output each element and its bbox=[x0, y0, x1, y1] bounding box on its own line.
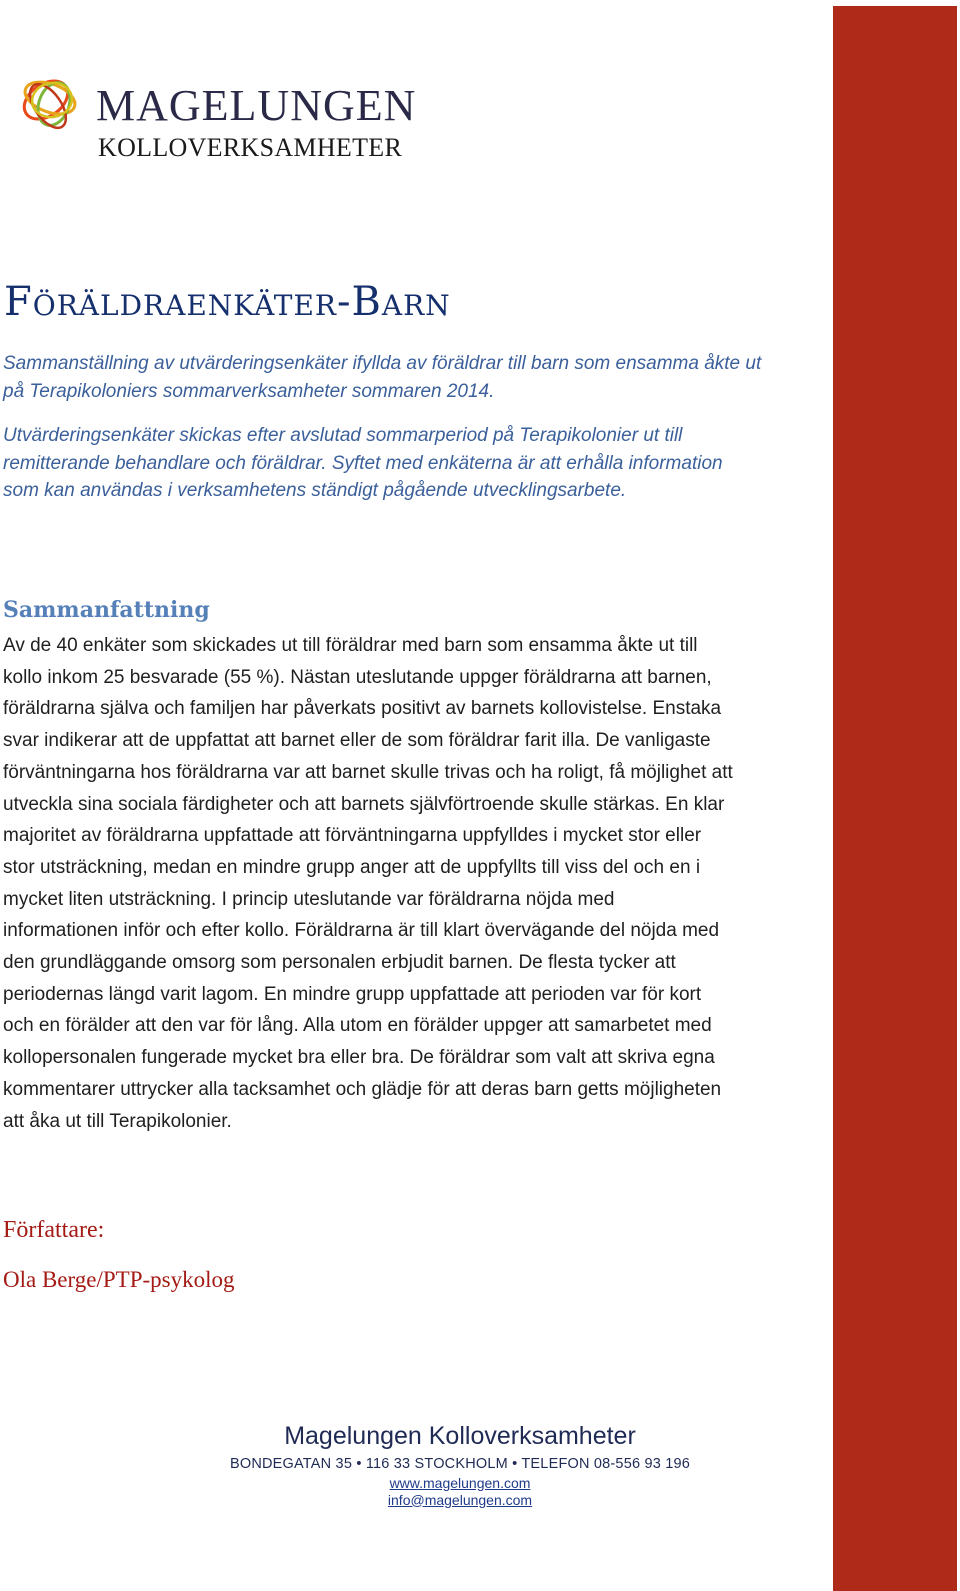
rings-logo-icon bbox=[12, 64, 92, 144]
document-title: Föräldraenkäter-Barn bbox=[4, 279, 451, 325]
logo-wordmark: MAGELUNGEN bbox=[96, 81, 417, 130]
author-name: Ola Berge/PTP-psykolog bbox=[3, 1267, 235, 1292]
summary-heading: Sammanfattning bbox=[3, 597, 210, 623]
page-footer bbox=[180, 1424, 740, 1510]
email-link[interactable]: info@magelungen.com bbox=[387, 1491, 533, 1508]
logo-subtitle: KOLLOVERKSAMHETER bbox=[98, 133, 403, 162]
author-label: Författare: bbox=[3, 1217, 105, 1243]
decorative-side-bar bbox=[833, 6, 957, 1591]
footer-address: BONDEGATAN 35 • 116 33 STOCKHOLM • TELEFON 08-556 93 196 bbox=[229, 1456, 691, 1472]
intro-paragraph: Sammanställning av utvärderingsenkäter ifyllda av föräldrar till barn som ensamma åkte ut på Terapikoloniers sommarverksamheter sommaren 2014. bbox=[3, 353, 762, 402]
footer-organization: Magelungen Kolloverksamheter bbox=[284, 1422, 636, 1450]
magelungen-logo bbox=[12, 64, 432, 164]
summary-text: Av de 40 enkäter som skickades ut till föräldrar med barn som ensamma åkte ut till kollo inkom 25 besvarade (55 %). Nästan uteslutande uppger föräldrarna att barnen, föräldrarna själva och familjen har påverkats positivt av barnets kollovistelse. Enstaka svar indikerar att de uppfattat att barnet eller de som föräldrar farit illa. De vanligaste förväntningarna hos föräldrarna var att barnet skulle trivas och ha roligt, få möjlighet att utveckla sina sociala färdigheter och att barnets självförtroende skulle stärkas. En klar majoritet av föräldrarna uppfattade att förväntningarna uppfylldes i mycket stor eller stor utsträckning, medan en mindre grupp anger att de uppfyllts till viss del och en i mycket liten utsträckning. I princip uteslutande var föräldrarna nöjda med informationen inför och efter kollo. Föräldrarna är till klart övervägande del nöjda med den grundläggande omsorg som personalen erbjudit barnen. De flesta tycker att periodernas längd varit lagom. En mindre grupp uppfattade att perioden var för kort och en förälder att den var för lång. Alla utom en förälder uppger att samarbetet med kollopersonalen fungerade mycket bra eller bra. De föräldrar som valt att skriva egna kommentarer uttrycker alla tacksamhet och glädje för att deras barn getts möjligheten att åka ut till Terapikolonier. bbox=[3, 635, 733, 1132]
website-link[interactable]: www.magelungen.com bbox=[389, 1474, 531, 1491]
intro-paragraph: Utvärderingsenkäter skickas efter avslutad sommarperiod på Terapikolonier ut till remitterande behandlare och föräldrar. Syftet med enkäterna är att erhålla information som kan användas i verksamhetens ständigt pågående utvecklingsarbete. bbox=[3, 425, 723, 501]
